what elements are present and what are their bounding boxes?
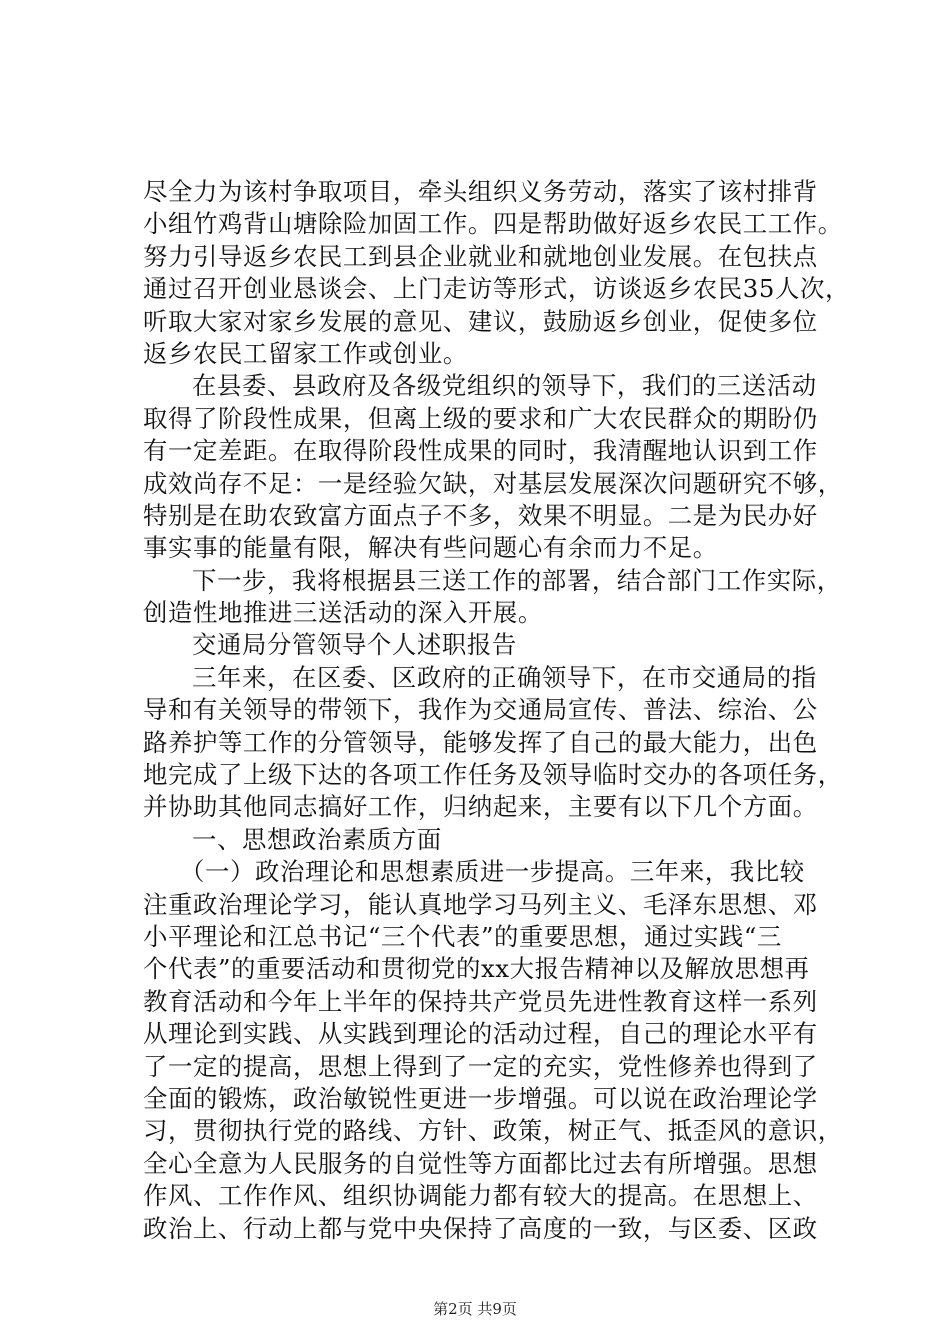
text-line: （一）政治理论和思想素质进一步提高。三年来，我比较	[180, 857, 805, 887]
paragraph	[143, 662, 843, 824]
text-line: 从理论到实践、从实践到理论的活动过程，自己的理论水平有	[143, 1019, 818, 1049]
paragraph	[143, 856, 843, 1245]
paragraph	[143, 176, 850, 370]
text-line: 个代表”的重要活动和贯彻党的xx大报告精神以及解放思想再	[143, 954, 810, 984]
paragraph	[143, 629, 843, 661]
paragraph	[143, 370, 843, 564]
text-line: 政治上、行动上都与党中央保持了高度的一致，与区委、区政	[143, 1213, 818, 1243]
page-footer	[0, 1298, 950, 1319]
text-line: 全面的锻炼，政治敏锐性更进一步增强。可以说在政治理论学	[143, 1083, 818, 1113]
document-body	[143, 176, 850, 1245]
text-line: 取得了阶段性成果，但离上级的要求和广大农民群众的期盼仍	[143, 403, 818, 433]
text-line: 在县委、县政府及各级党组织的领导下，我们的三送活动	[192, 371, 817, 401]
text-line: 成效尚存不足：一是经验欠缺，对基层发展深次问题研究不够，	[143, 468, 843, 498]
text-line: 导和有关领导的带领下，我作为交通局宣传、普法、综治、公	[143, 695, 818, 725]
text-line: 地完成了上级下达的各项工作任务及领导临时交办的各项任务，	[143, 760, 843, 790]
text-line: 全心全意为人民服务的自觉性等方面都比过去有所增强。思想	[143, 1148, 818, 1178]
section-heading: 交通局分管领导个人述职报告	[192, 630, 517, 660]
text-line: 小组竹鸡背山塘除险加固工作。四是帮助做好返乡农民工工作。	[143, 209, 843, 239]
text-line: 听取大家对家乡发展的意见、建议，鼓励返乡创业，促使多位	[143, 306, 818, 336]
text-line: 事实事的能量有限，解决有些问题心有余而力不足。	[143, 533, 718, 563]
text-line: 了一定的提高，思想上得到了一定的充实，党性修养也得到了	[143, 1051, 818, 1081]
text-line: 有一定差距。在取得阶段性成果的同时，我清醒地认识到工作	[143, 436, 818, 466]
text-line: 路养护等工作的分管领导，能够发挥了自己的最大能力，出色	[143, 727, 818, 757]
page-number-label: 第2页 共9页	[433, 1300, 517, 1318]
paragraph	[143, 824, 843, 856]
text-line: 特别是在助农致富方面点子不多，效果不明显。二是为民办好	[143, 500, 818, 530]
text-line: 三年来，在区委、区政府的正确领导下，在市交通局的指	[192, 662, 817, 692]
text-line: 小平理论和江总书记“三个代表”的重要思想，通过实践“三	[143, 921, 782, 951]
text-line: 注重政治理论学习，能认真地学习马列主义、毛泽东思想、邓	[143, 889, 818, 919]
text-line: 教育活动和今年上半年的保持共产党员先进性教育这样一系列	[143, 986, 818, 1016]
text-line: 创造性地推进三送活动的深入开展。	[143, 598, 543, 628]
text-line: 返乡农民工留家工作或创业。	[143, 338, 468, 368]
text-line: 习，贯彻执行党的路线、方针、政策，树正气、抵歪风的意识，	[143, 1116, 843, 1146]
text-line: 尽全力为该村争取项目，牵头组织义务劳动，落实了该村排背	[143, 177, 818, 206]
text-line: 作风、工作作风、组织协调能力都有较大的提高。在思想上、	[143, 1181, 818, 1211]
paragraph	[143, 565, 843, 630]
section-heading: 一、思想政治素质方面	[192, 824, 442, 854]
text-line: 并协助其他同志搞好工作，归纳起来，主要有以下几个方面。	[143, 792, 818, 822]
text-line: 下一步，我将根据县三送工作的部署，结合部门工作实际，	[192, 565, 842, 595]
text-line: 努力引导返乡农民工到县企业就业和就地创业发展。在包扶点	[143, 241, 818, 271]
text-line: 通过召开创业恳谈会、上门走访等形式，访谈返乡农民35人次，	[143, 274, 850, 304]
